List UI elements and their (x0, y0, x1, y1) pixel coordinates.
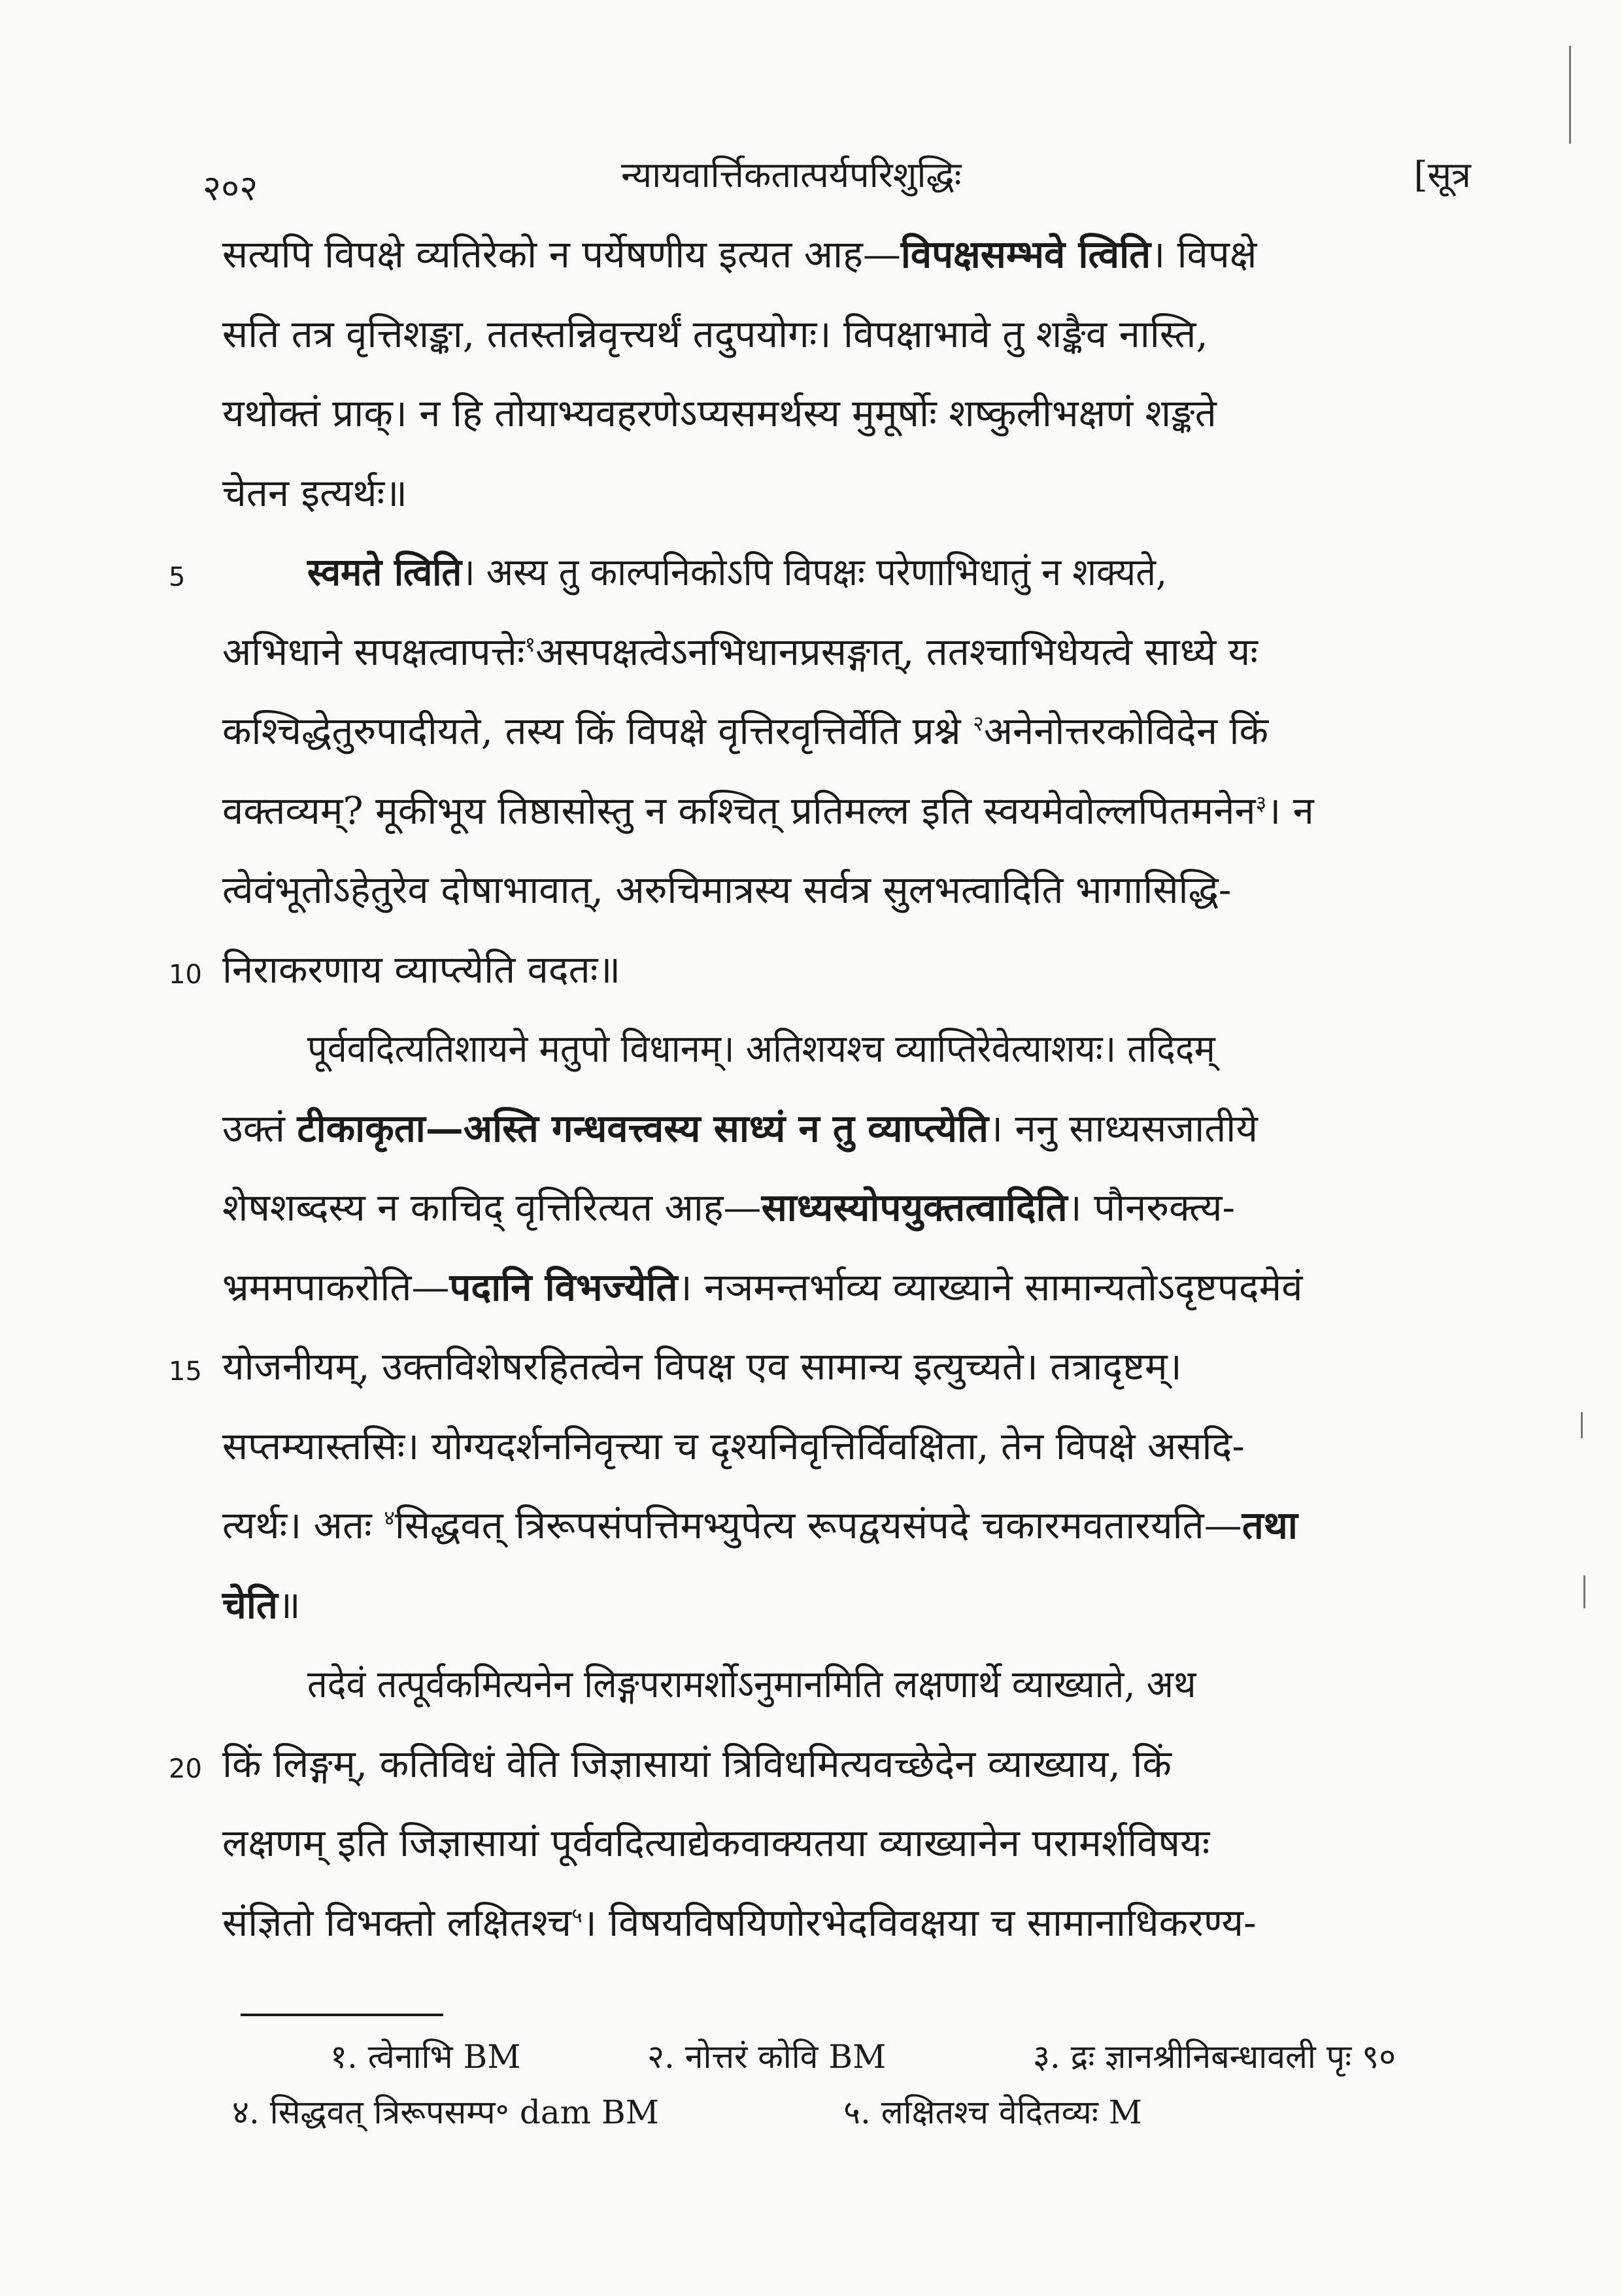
text-line (222, 471, 1464, 515)
text-segment: लक्षणम् इति जिज्ञासायां पूर्ववदित्याद्येकवाक्यतया व्याख्यानेन परामर्शविषयः (222, 1821, 1210, 1865)
text-segment: सति तत्र वृत्तिशङ्का, ततस्तन्निवृत्त्यर्थं तदुपयोगः। विपक्षाभावे तु शङ्कैव नास्ति, (222, 312, 1208, 356)
text-line (307, 550, 1464, 594)
text-segment: सप्तम्यास्तसिः। योग्यदर्शननिवृत्त्या च दृश्यनिवृत्तिर्विवक्षिता, तेन विपक्षे असदि- (222, 1424, 1245, 1468)
footnote-5: ५. लक्षितश्च वेदितव्यः M (843, 2093, 1142, 2131)
text-line (222, 232, 1464, 277)
text-segment: । विपक्षे (1151, 232, 1257, 277)
scan-speck (1581, 1412, 1583, 1438)
text-segment: वक्तव्यम्? मूकीभूय तिष्ठासोस्तु न कश्चित् प्रतिमल्ल इति स्वयमेवोल्लपितमनेन (222, 788, 1256, 833)
text-segment: किं लिङ्गम्, कतिविधं वेति जिज्ञासायां त्रिविधमित्यवच्छेदेन व्याख्याय, किं (222, 1742, 1172, 1786)
text-line (222, 1503, 1464, 1547)
text-line (222, 1583, 1464, 1627)
text-line (222, 1185, 1464, 1230)
text-line (222, 947, 1464, 992)
running-header (203, 149, 1471, 209)
text-segment: योजनीयम्, उक्तविशेषरहितत्वेन विपक्ष एव सामान्य इत्युच्यते। तत्रादृष्टम्। (222, 1344, 1182, 1389)
text-line (222, 1265, 1464, 1309)
text-segment: तदेवं तत्पूर्वकमित्यनेन लिङ्गपरामर्शोऽनुमानमिति लक्षणार्थे व्याख्याते, अथ (307, 1662, 1196, 1706)
footnote-1: १. त्वेनाभि BM (330, 2038, 521, 2076)
text-segment: कश्चिद्धेतुरुपादीयते, तस्य किं विपक्षे वृत्तिरवृत्तिर्वेति प्रश्ने (222, 709, 973, 753)
text-line (222, 630, 1464, 674)
text-segment: असपक्षत्वेऽनभिधानप्रसङ्गात्, ततश्चाभिधेयत्वे साध्ये यः (535, 630, 1258, 674)
footnote-2: २. नोत्तरं कोवि BM (647, 2038, 887, 2076)
text-line (222, 312, 1464, 356)
text-line (222, 1106, 1464, 1151)
scan-speck (1583, 1576, 1585, 1608)
text-segment: अभिधाने सपक्षत्वापत्तेः (222, 630, 525, 674)
lemma-bold: पदानि विभज्येति (449, 1265, 678, 1309)
text-segment: चेतन इत्यर्थः॥ (222, 471, 407, 515)
footnote-ref: ५ (571, 1902, 583, 1928)
text-line (222, 1900, 1464, 1945)
footnote-ref: ३ (1255, 790, 1267, 816)
line-number: 5 (169, 562, 186, 592)
footnote-ref: २ (973, 711, 984, 736)
footnote-ref: ४ (384, 1505, 395, 1530)
text-segment: संज्ञितो विभक्तो लक्षितश्च (222, 1900, 572, 1945)
footnote-rule (241, 2014, 443, 2016)
lemma-bold: तथा (1242, 1503, 1298, 1547)
text-segment: शेषशब्दस्य न काचिद् वृत्तिरित्यत आह— (222, 1185, 762, 1230)
text-segment: । अस्य तु काल्पनिकोऽपि विपक्षः परेणाभिधातुं न शक्यते, (462, 550, 1168, 594)
line-number: 15 (169, 1357, 202, 1387)
footnote-4: ४. सिद्धवत् त्रिरूपसम्प॰ dam BM (232, 2093, 659, 2131)
text-line (307, 1662, 1464, 1706)
text-segment: अनेनोत्तरकोविदेन किं (983, 709, 1269, 753)
line-number: 20 (169, 1754, 202, 1784)
text-segment: । नञमन्तर्भाव्य व्याख्याने सामान्यतोऽदृष्टपदमेवं (677, 1265, 1303, 1309)
text-line (222, 1344, 1464, 1389)
text-segment: । ननु साध्यसजातीये (988, 1106, 1258, 1151)
text-line (307, 1026, 1464, 1071)
lemma-bold: विपक्षसम्भवे त्विति (900, 232, 1151, 277)
running-title: न्यायवार्त्तिकतात्पर्यपरिशुद्धिः (621, 154, 962, 195)
footnote-3: ३. द्रः ज्ञानश्रीनिबन्धावली पृः ९० (1033, 2038, 1396, 2076)
text-segment: भ्रममपाकरोति— (222, 1265, 450, 1309)
page-number: २०२ (203, 167, 258, 209)
lemma-bold: साध्यस्योपयुक्तत्वादिति (761, 1185, 1068, 1230)
text-segment: पूर्ववदित्यतिशायने मतुपो विधानम्। अतिशयश्च व्याप्तिरेवेत्याशयः। तदिदम् (307, 1026, 1215, 1071)
text-segment: सिद्धवत् त्रिरूपसंपत्तिमभ्युपेत्य रूपद्वयसंपदे चकारमवतारयति— (394, 1503, 1242, 1547)
section-marker: [सूत्र (1413, 154, 1471, 195)
text-line (222, 391, 1464, 435)
text-segment: सत्यपि विपक्षे व्यतिरेको न पर्येषणीय इत्यत आह— (222, 232, 901, 277)
text-segment: ॥ (277, 1583, 301, 1627)
text-segment: । विषयविषयिणोरभेदविवक्षया च सामानाधिकरण्य- (582, 1900, 1257, 1945)
footnote-ref: १ (524, 632, 536, 657)
lemma-bold: स्वमते त्विति (307, 550, 462, 594)
text-segment: त्वेवंभूतोऽहेतुरेव दोषाभावात्, अरुचिमात्रस्य सर्वत्र सुलभत्वादिति भागासिद्धि- (222, 868, 1232, 912)
text-line (222, 788, 1464, 833)
text-segment: । पौनरुक्त्य- (1067, 1185, 1236, 1230)
text-line (222, 1424, 1464, 1468)
text-segment: । न (1266, 788, 1314, 833)
text-segment: त्यर्थः। अतः (222, 1503, 384, 1547)
text-line (222, 1742, 1464, 1786)
lemma-bold: चेति (222, 1583, 278, 1627)
scan-edge-mark (1569, 46, 1571, 144)
text-segment: यथोक्तं प्राक्। न हि तोयाभ्यवहरणेऽप्यसमर्थस्य मुमूर्षोः शष्कुलीभक्षणं शङ्कते (222, 391, 1217, 435)
text-segment: निराकरणाय व्याप्त्येति वदतः॥ (222, 947, 621, 992)
lemma-bold: टीकाकृता—अस्ति गन्धवत्त्वस्य साध्यं न तु व्याप्त्येति (297, 1106, 989, 1151)
text-line (222, 868, 1464, 912)
text-line (222, 1821, 1464, 1865)
line-number: 10 (169, 960, 202, 990)
text-line (222, 709, 1464, 753)
text-segment: उक्तं (222, 1106, 297, 1151)
